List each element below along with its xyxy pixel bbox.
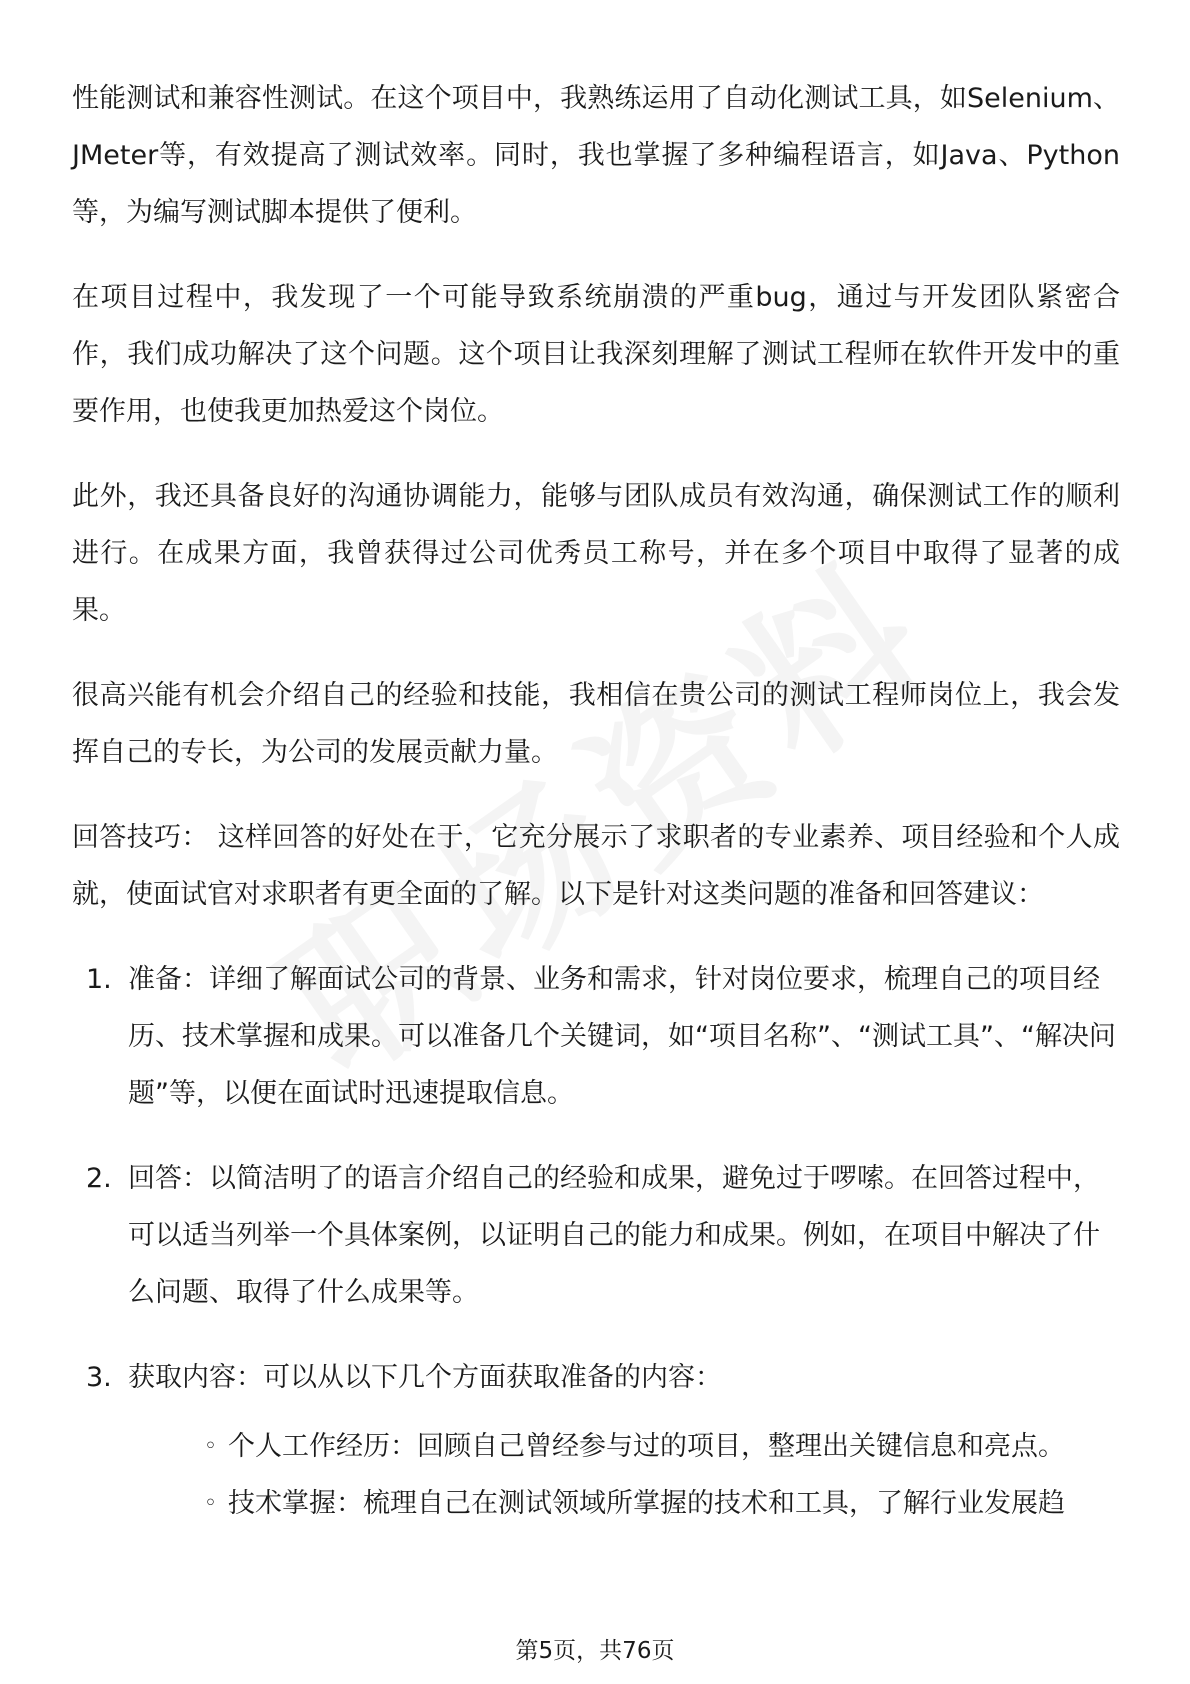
paragraph-bug-found: 在项目过程中，我发现了一个可能导致系统崩溃的严重bug，通过与开发团队紧密合作，我们成功解决了这个问题。这个项目让我深刻理解了测试工程师在软件开发中的重要作用，也使我更加热爱这个岗位。 — [72, 282, 1120, 427]
sub-item-tech-skills — [204, 1475, 1120, 1532]
document-body — [72, 70, 1120, 1560]
list-number: 3. — [86, 1362, 112, 1393]
list-item-prepare — [72, 951, 1120, 1122]
sub-item-text: 技术掌握：梳理自己在测试领域所掌握的技术和工具，了解行业发展趋 — [228, 1488, 1065, 1519]
paragraph-communication: 此外，我还具备良好的沟通协调能力，能够与团队成员有效沟通，确保测试工作的顺利进行。在成果方面，我曾获得过公司优秀员工称号，并在多个项目中取得了显著的成果。 — [72, 481, 1120, 626]
paragraph-closing: 很高兴能有机会介绍自己的经验和技能，我相信在贵公司的测试工程师岗位上，我会发挥自己的专长，为公司的发展贡献力量。 — [72, 680, 1120, 768]
list-item-text: 准备：详细了解面试公司的背景、业务和需求，针对岗位要求，梳理自己的项目经历、技术掌握和成果。可以准备几个关键词，如“项目名称”、“测试工具”、“解决问题”等，以便在面试时迅速提取信息。 — [128, 964, 1116, 1109]
list-item-get-content — [72, 1349, 1120, 1532]
list-item-text: 获取内容：可以从以下几个方面获取准备的内容： — [128, 1362, 722, 1393]
sub-item-work-experience — [204, 1418, 1120, 1475]
list-number: 2. — [86, 1163, 112, 1194]
paragraph-project-tools: 性能测试和兼容性测试。在这个项目中，我熟练运用了自动化测试工具，如Selenium、JMeter等，有效提高了测试效率。同时，我也掌握了多种编程语言，如Java、Python等，为编写测试脚本提供了便利。 — [72, 83, 1120, 228]
sub-item-text: 个人工作经历：回顾自己曾经参与过的项目，整理出关键信息和亮点。 — [228, 1431, 1065, 1462]
list-item-answer — [72, 1150, 1120, 1321]
list-item-text: 回答：以简洁明了的语言介绍自己的经验和成果，避免过于啰嗦。在回答过程中，可以适当列举一个具体案例，以证明自己的能力和成果。例如，在项目中解决了什么问题、取得了什么成果等。 — [128, 1163, 1100, 1308]
page-footer: 第5页，共76页 — [515, 1638, 675, 1664]
circle-bullet-icon: ◦ — [204, 1434, 217, 1459]
list-number: 1. — [86, 964, 112, 995]
sub-list — [128, 1418, 1120, 1532]
paragraph-answer-tips: 回答技巧： 这样回答的好处在于，它充分展示了求职者的专业素养、项目经验和个人成就，使面试官对求职者有更全面的了解。以下是针对这类问题的准备和回答建议： — [72, 822, 1120, 910]
circle-bullet-icon: ◦ — [204, 1491, 217, 1516]
